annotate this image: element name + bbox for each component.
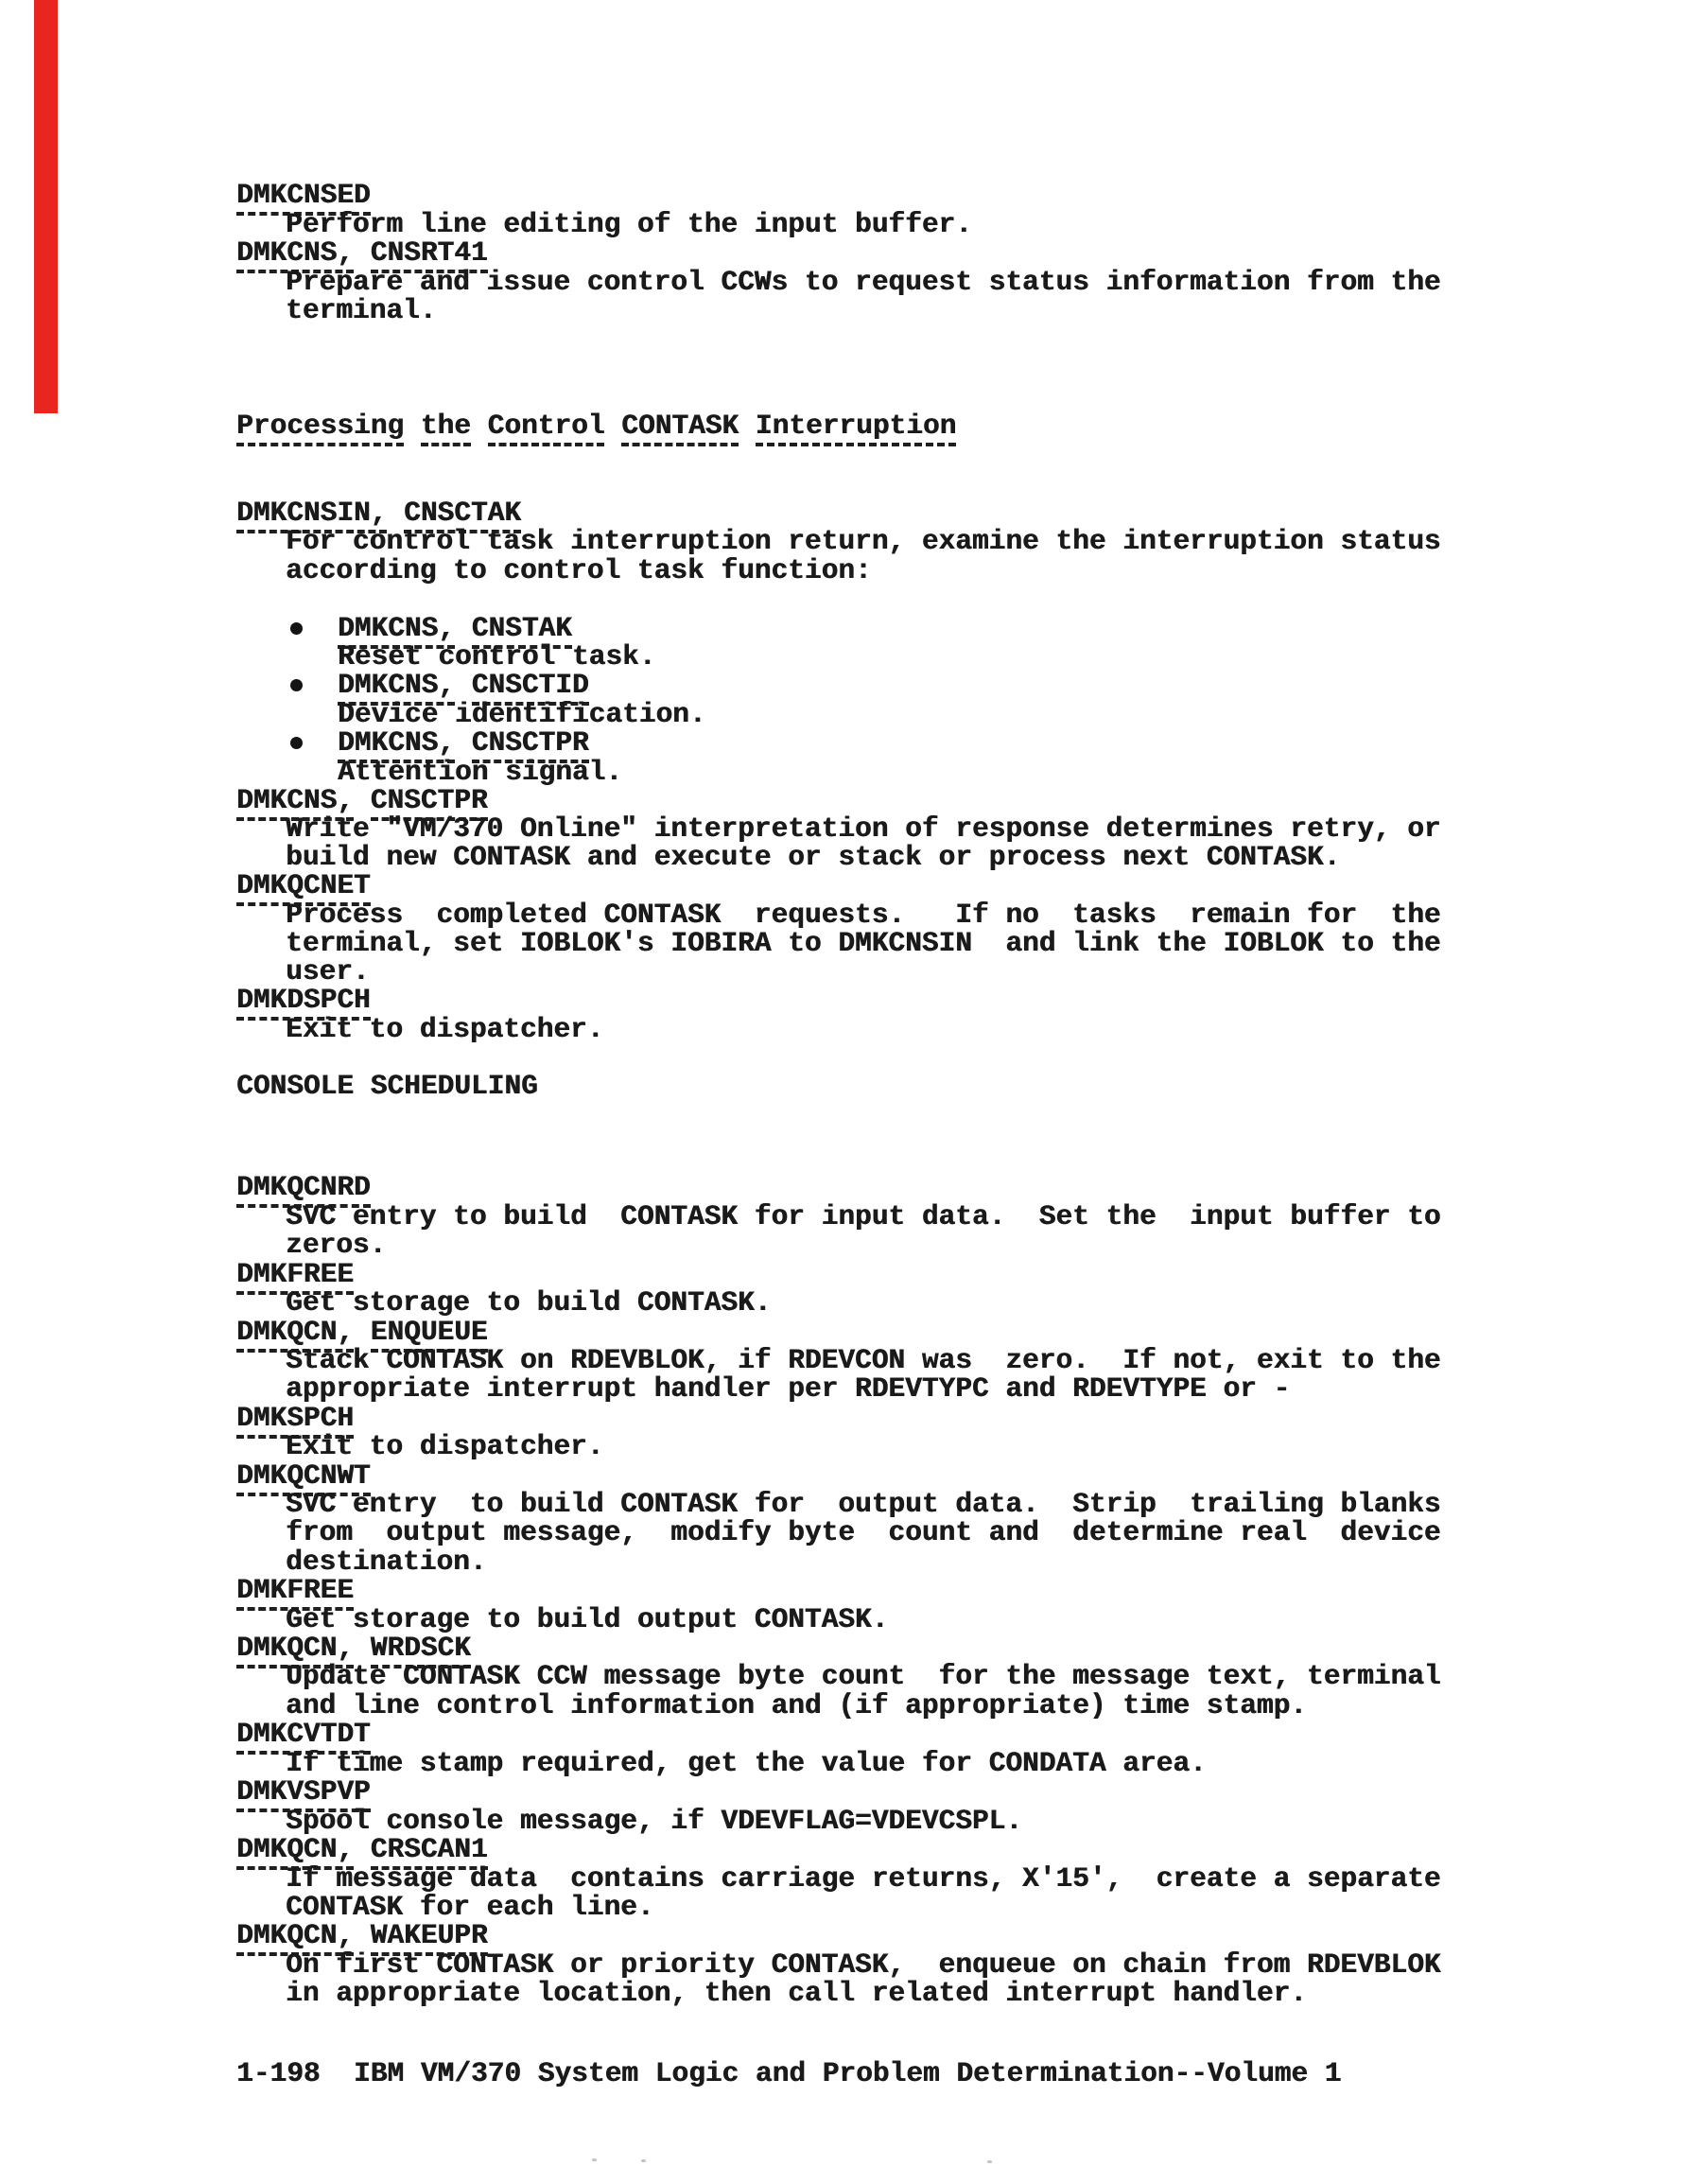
body-text-line: destination.	[286, 1546, 487, 1578]
underlined-word: DMKCNSED	[236, 179, 371, 216]
bullet-heading-line	[338, 671, 589, 699]
body-text-line: build new CONTASK and execute or stack or process next CONTASK.	[286, 841, 1341, 873]
module-heading-line	[236, 986, 371, 1014]
scan-speck	[592, 2158, 597, 2161]
underlined-word: CNSRT41	[371, 236, 488, 273]
red-edge-mark	[34, 0, 58, 413]
module-heading-line	[236, 181, 371, 209]
module-heading-line	[236, 1720, 371, 1748]
module-heading-line	[236, 498, 521, 527]
body-text-line: If message data contains carriage returns, X'15', create a separate	[286, 1862, 1441, 1895]
underlined-word: DMKCNS,	[338, 669, 455, 706]
module-heading-line	[236, 1835, 488, 1863]
body-text-line: according to control task function:	[286, 554, 872, 586]
underlined-word: DMKQCN,	[236, 1316, 354, 1353]
bullet-body-line: Device identification.	[338, 698, 706, 730]
body-text-line: Exit to dispatcher.	[286, 1013, 604, 1045]
body-text-line: Get storage to build CONTASK.	[286, 1286, 772, 1319]
underlined-word: DMKCNS,	[338, 612, 455, 649]
underlined-word: WRDSCK	[371, 1632, 471, 1669]
body-text-line: Process completed CONTASK requests. If no tasks remain for the	[286, 899, 1441, 931]
body-text-line: from output message, modify byte count and determine real device	[286, 1516, 1441, 1548]
body-text-line: user.	[286, 955, 370, 987]
body-text-line: Spool console message, if VDEVFLAG=VDEVCSPL.	[286, 1805, 1022, 1837]
module-heading-line	[236, 786, 488, 814]
body-text-line: Update CONTASK CCW message byte count for the message text, terminal	[286, 1660, 1441, 1692]
underlined-word: DMKDSPCH	[236, 984, 371, 1021]
body-text-line: and line control information and (if appropriate) time stamp.	[286, 1689, 1307, 1721]
underlined-word: DMKCVTDT	[236, 1718, 371, 1755]
body-text-line: Perform line editing of the input buffer.	[286, 208, 972, 240]
module-heading-line	[236, 1404, 354, 1432]
underlined-word: DMKQCNRD	[236, 1171, 371, 1208]
underlined-word: CNSCTID	[472, 669, 589, 706]
body-text-line: SVC entry to build CONTASK for output data. Strip trailing blanks	[286, 1488, 1441, 1520]
module-heading-line	[236, 1260, 354, 1288]
underlined-word: DMKQCNET	[236, 869, 371, 906]
text-column	[236, 0, 1579, 2184]
body-text-line: in appropriate location, then call related interrupt handler.	[286, 1977, 1307, 2009]
underlined-word: ENQUEUE	[371, 1316, 488, 1353]
body-text-line: zeros.	[286, 1229, 387, 1261]
body-text-line: SVC entry to build CONTASK for input data. Set the input buffer to	[286, 1200, 1441, 1232]
body-text-line: terminal, set IOBLOK's IOBIRA to DMKCNSIN and link the IOBLOK to the	[286, 927, 1441, 959]
underlined-word: DMKCNS,	[236, 236, 354, 273]
module-heading-line	[236, 1921, 488, 1949]
underlined-word: the	[421, 410, 471, 446]
underlined-word: CNSCTPR	[371, 784, 488, 821]
underlined-word: DMKFREE	[236, 1574, 354, 1611]
body-text-line: If time stamp required, get the value for CONDATA area.	[286, 1747, 1207, 1779]
module-heading-line	[236, 1777, 371, 1806]
underlined-word: DMKQCN,	[236, 1833, 354, 1870]
underlined-word: Processing	[236, 410, 404, 446]
underlined-word: CNSTAK	[472, 612, 572, 649]
module-heading-line	[236, 238, 488, 267]
bullet-body-line: Attention signal.	[338, 756, 622, 788]
underlined-word: DMKQCNWT	[236, 1459, 371, 1496]
page-footer: 1-198 IBM VM/370 System Logic and Problem Determination--Volume 1	[236, 2057, 1342, 2089]
body-text-line: appropriate interrupt handler per RDEVTYPC and RDEVTYPE or -	[286, 1372, 1291, 1405]
underlined-word: DMKVSPVP	[236, 1775, 371, 1812]
underlined-word: Control	[488, 410, 605, 446]
underlined-word: WAKEUPR	[371, 1919, 488, 1956]
underlined-word: CNSCTPR	[472, 726, 589, 763]
body-text-line: Get storage to build output CONTASK.	[286, 1603, 889, 1635]
body-text-line: For control task interruption return, examine the interruption status	[286, 525, 1441, 557]
module-heading-line	[236, 1634, 471, 1662]
bullet-body-line: Reset control task.	[338, 640, 656, 673]
underlined-word: CONTASK	[621, 410, 739, 446]
underlined-word: Interruption	[756, 410, 956, 446]
scan-speck	[987, 2160, 992, 2163]
body-text-line: terminal.	[286, 294, 437, 326]
bullet-icon	[290, 737, 303, 749]
underlined-word: DMKCNS,	[236, 784, 354, 821]
underlined-word: CRSCAN1	[371, 1833, 488, 1870]
underlined-word: DMKCNS,	[338, 726, 455, 763]
body-text-line: Write "VM/370 Online" interpretation of response determines retry, or	[286, 812, 1441, 845]
module-heading-line	[236, 1461, 371, 1490]
underlined-word: DMKCNSIN,	[236, 497, 387, 533]
scan-speck	[641, 2159, 646, 2162]
underlined-word: DMKQCN,	[236, 1632, 354, 1669]
module-heading-line	[236, 1173, 371, 1201]
underlined-word: DMKSPCH	[236, 1402, 354, 1439]
bullet-icon	[290, 679, 303, 691]
body-text-line: Stack CONTASK on RDEVBLOK, if RDEVCON was zero. If not, exit to the	[286, 1344, 1441, 1376]
underlined-word: DMKQCN,	[236, 1919, 354, 1956]
module-heading-line	[236, 1318, 488, 1346]
bullet-icon	[290, 622, 303, 635]
underlined-word: CNSCTAK	[404, 497, 521, 533]
module-heading-line	[236, 1576, 354, 1604]
section-title-line: CONSOLE SCHEDULING	[236, 1070, 538, 1102]
bullet-heading-line	[338, 728, 589, 757]
module-heading-line	[236, 871, 371, 900]
underlined-word: DMKFREE	[236, 1258, 354, 1295]
bullet-heading-line	[338, 614, 572, 642]
section-heading-line	[236, 411, 956, 440]
body-text-line: On first CONTASK or priority CONTASK, enqueue on chain from RDEVBLOK	[286, 1948, 1441, 1981]
body-text-line: Exit to dispatcher.	[286, 1430, 604, 1462]
body-text-line: Prepare and issue control CCWs to request status information from the	[286, 266, 1441, 298]
body-text-line: CONTASK for each line.	[286, 1891, 654, 1923]
